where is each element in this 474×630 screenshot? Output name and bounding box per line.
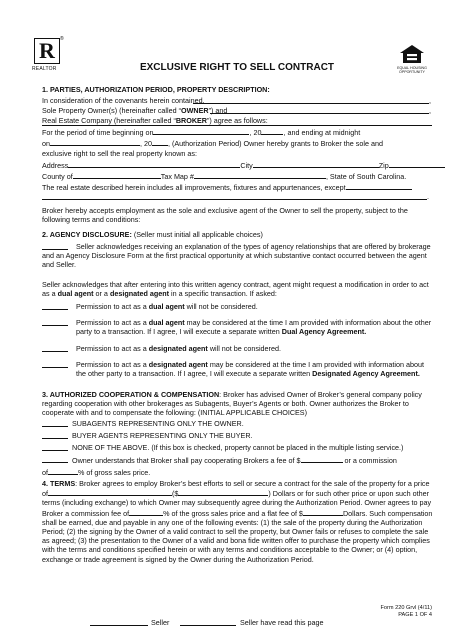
realtor-logo: R xyxy=(34,38,60,64)
county-row: County of Tax Map # , State of South Carolina. xyxy=(42,172,407,181)
s1-line-6: exclusive right to sell the real property known as: xyxy=(42,149,198,158)
s1-line-1: In consideration of the covenants herein contained, xyxy=(42,96,205,105)
s2-initial-2[interactable] xyxy=(42,309,68,310)
s1-line-5: on , 20 , (Authorization Period) Owner hereby grants to Broker the sole and xyxy=(42,139,383,148)
seller-label-1: Seller xyxy=(151,618,170,627)
s2-option-4: Permission to act as a designated agent may be considered at the time I am provided with information about the other party to a transaction. If I agree, I will execute a separate written Designated Agency Agreement. xyxy=(76,360,424,379)
form-number: Form 220 Grvl (4/11) xyxy=(380,605,432,611)
s2-option-2: Permission to act as a dual agent may be considered at the time I am provided with information about the other party to a transaction. If I agree, I will execute a separate written Dual Agency Agreement. xyxy=(76,318,432,337)
section-4-paragraph: 4. TERMS: Broker agrees to employ Broker’s best efforts to sell or secure a contract for the sale of the property for a price of ($ ) Dollars or for such other price or upon such other terms (including exchange) to which Owner may subsequently agree during the Authorization Period. Owner agrees to pay Broker a commission fee of % of the gross sales price and a flat fee of $ Dollars. Such compensation shall be earned, due and payable in any one of the following events: (1) the sale of the property during the Authorization Period; (2) the signing by the Owner of a valid contract to sell the property, but Owner fails or refuses to complete the sale as agreed; (3) the presentation to the Owner of a valid and bona fide written offer to purchase the property which complies with the terms and conditions specified herein or with any terms and conditions acceptable to the Owner; or (4) option, exchange or trade agreement is signed by the Owner during the Authorization Period. xyxy=(42,479,433,564)
equal-housing-icon xyxy=(398,44,426,64)
s3-choice-3: NONE OF THE ABOVE. (If this box is checked, property cannot be placed in the multiple listing service.) xyxy=(72,443,404,452)
s3-initial-3[interactable] xyxy=(42,450,68,451)
s3-choice-5: of % of gross sales price. xyxy=(42,468,151,477)
s1-line-8: The real estate described herein includes all improvements, fixtures and appurtenances, except xyxy=(42,182,412,192)
s2-initial-3[interactable] xyxy=(42,325,68,326)
parties-blank[interactable] xyxy=(193,103,429,104)
s2-initial-4[interactable] xyxy=(42,351,68,352)
document-title: EXCLUSIVE RIGHT TO SELL CONTRACT xyxy=(139,62,335,73)
s2-option-3: Permission to act as a designated agent will not be considered. xyxy=(76,344,281,353)
s2-option-1: Permission to act as a dual agent will not be considered. xyxy=(76,302,258,311)
realtor-label: REALTOR xyxy=(32,66,57,72)
s3-initial-4[interactable] xyxy=(42,462,68,463)
broker-blank[interactable] xyxy=(42,125,432,126)
s1-line-2: Sole Property Owner(s) (hereinafter called “OWNER”) and xyxy=(42,106,228,115)
s2-paragraph-1: Seller acknowledges receiving an explanation of the types of agency relationships that are offered by brokerage and an Agency Disclosure Form at the first practical opportunity at which substantive contact occurred between the agent and Seller. xyxy=(42,242,431,270)
s3-initial-2[interactable] xyxy=(42,438,68,439)
s1-paragraph-2: Broker hereby accepts employment as the sole and exclusive agent of the Owner to sell the property, subject to the following terms and conditions: xyxy=(42,206,408,225)
s3-choice-4: Owner understands that Broker shall pay cooperating Brokers a fee of $ or a commission xyxy=(72,456,397,465)
s2-initial-5[interactable] xyxy=(42,367,68,368)
s1-line-3: Real Estate Company (hereinafter called “BROKER”) agree as follows: xyxy=(42,116,268,125)
eho-label-1: EQUAL HOUSING xyxy=(397,66,427,70)
s1-line-4: For the period of time beginning on , 20 , and ending at midnight xyxy=(42,128,361,137)
s3-choice-1: SUBAGENTS REPRESENTING ONLY THE OWNER. xyxy=(72,419,244,428)
owner-blank[interactable] xyxy=(210,113,429,114)
eho-label-2: OPPORTUNITY xyxy=(399,70,425,75)
seller-initial-2[interactable] xyxy=(180,625,236,626)
section-3-paragraph: 3. AUTHORIZED COOPERATION & COMPENSATION: Broker has advised Owner of Broker’s general company policy regarding cooperation with other brokerages as Subagents, Buyer’s Agents or both. Owner authorizes the Broker to cooperate with and to compensate the following: (INITIAL APPLICABLE CHOICES) xyxy=(42,390,422,418)
s3-initial-1[interactable] xyxy=(42,426,68,427)
page-number: PAGE 1 OF 4 xyxy=(398,612,432,618)
address-row: Address City Zip xyxy=(42,160,445,170)
s3-choice-2: BUYER AGENTS REPRESENTING ONLY THE BUYER. xyxy=(72,431,253,440)
seller-initial-1[interactable] xyxy=(90,625,148,626)
s2-paragraph-2: Seller acknowledges that after entering into this written agency contract, agent might request a modification in order to act as a dual agent or a designated agent in a specific transaction. If asked: xyxy=(42,280,429,299)
section-2-heading: 2. AGENCY DISCLOSURE: (Seller must initial all applicable choices) xyxy=(42,230,263,239)
seller-label-2: Seller have read this page xyxy=(240,618,324,627)
except-blank[interactable] xyxy=(42,199,427,200)
section-1-heading: 1. PARTIES, AUTHORIZATION PERIOD, PROPERTY DESCRIPTION: xyxy=(42,85,270,94)
contract-page: R ® REALTOR EQUAL HOUSING OPPORTUNITY EXCLUSIVE RIGHT TO SELL CONTRACT 1. PARTIES, AUTHORIZATION PERIOD, PROPERTY DESCRIPTION: In consideration of the covenants herein contained, , Sole Property Owner(s) (hereinafter called “OWNER”) and , Real Estate Company (hereinafter called “BROKER”) agree as follows: For the period of time beginning on , 20 , and ending at midnight on , 20 , (Authorization Period) Owner hereby grants to Broker the sole and exclusive right to sell the real property known as: Address City Zip County of Tax Map # , State of South Carolina. The real estate described herein includes all improvements, fixtures and appurtenances, except . Broker hereby accepts employment as the sole and exclusive agent of the Owner to sell the property, subject to the following terms and conditions: 2. AGENCY DISCLOSURE: (Seller must initial all applicable choices) Seller acknowledges receiving an explanation of the types of agency relationships that are offered by brokerage and an Agency Disclosure Form at the first practical opportunity at which substantive contact occurred between the agent and Seller. Seller acknowledges that after entering into this written agency contract, agent might request a modification in order to act as a dual agent or a designated agent in a specific transaction. If asked: Permission to act as a dual agent will not be considered. Permission to act as a dual agent may be considered at the time I am provided with information about the other party to a transaction. If I agree, I will execute a separate written Dual Agency Agreement. Permission to act as a designated agent will not be considered. Permission to act as a designated agent may be considered at the time I am provided with information about the other party to a transaction. If I agree, I will execute a separate written Designated Agency Agreement. 3. AUTHORIZED COOPERATION & COMPENSATION: Broker has advised Owner of Broker’s general company policy regarding cooperation with other brokerages as Subagents, Buyer’s Agents or both. Owner authorizes the Broker to cooperate with and to compensate the following: (INITIAL APPLICABLE CHOICES) SUBAGENTS REPRESENTING ONLY THE OWNER. BUYER AGENTS REPRESENTING ONLY THE BUYER. NONE OF THE ABOVE. (If this box is checked, property cannot be placed in the multiple listing service.) Owner understands that Broker shall pay cooperating Brokers a fee of $ or a commission of % of gross sales price. 4. TERMS: Broker agrees to employ Broker’s best efforts to sell or secure a contract for the sale of the property for a price of ($ ) Dollars or for such other price or upon such other terms (including exchange) to which Owner may subsequently agree during the Authorization Period. Owner agrees to pay Broker a commission fee of % of the gross sales price and a flat fee of $ Dollars. Such compensation shall be earned, due and payable in any one of the following events: (1) the sale of the property during the Authorization Period; (2) the signing by the Owner of a valid contract to sell the property, but Owner fails or refuses to complete the sale as agreed; (3) the presentation to the Owner of a valid and bona fide written offer to purchase the property which complies with the terms and conditions specified herein or with any terms and conditions acceptable to the Owner; or (4) option, exchange or trade agreement is signed by the Owner during the Authorization Period. Seller Seller have read this page Form 220 Grvl (4/11) PAGE 1 OF 4 xyxy=(0,0,474,630)
